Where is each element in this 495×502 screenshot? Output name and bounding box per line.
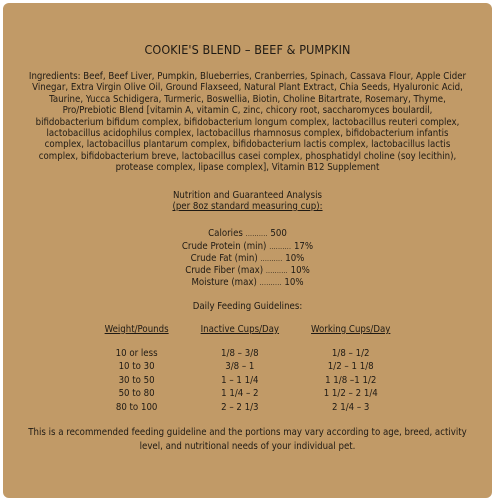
feeding-header-row	[89, 324, 407, 347]
nutrition-dots: ..........	[259, 279, 282, 288]
nutrition-subheading: (per 8oz standard measuring cup):	[172, 201, 323, 213]
working-cell: 1/8 – 1/2	[331, 347, 370, 359]
inactive-cell: 3/8 – 1	[225, 361, 255, 373]
inactive-cell: 1 1/4 – 2	[221, 388, 259, 400]
nutrition-value: 500	[270, 228, 287, 240]
table-row	[89, 360, 407, 374]
table-row	[89, 387, 407, 401]
column-header-inactive: Inactive Cups/Day	[200, 323, 280, 335]
nutrition-label: Calories	[208, 228, 243, 240]
inactive-cell: 1/8 – 3/8	[221, 347, 259, 359]
nutrition-value: 10%	[285, 252, 305, 264]
nutrition-label: Crude Fat (min)	[190, 252, 258, 264]
working-cell: 2 1/4 – 3	[332, 401, 370, 413]
nutrition-dots: ..........	[245, 230, 268, 239]
inactive-cell: 1 – 1 1/4	[221, 374, 259, 386]
feeding-disclaimer: This is a recommended feeding guideline and the portions may vary according to age, breed, activity level, and nutritional needs of your individual pet.	[28, 427, 467, 452]
weight-cell: 30 to 50	[118, 374, 155, 386]
nutrition-row	[3, 241, 492, 253]
weight-cell: 50 to 80	[118, 388, 155, 400]
nutrition-row	[3, 277, 492, 289]
working-cell: 1 1/8 –1 1/2	[325, 374, 377, 386]
feeding-heading: Daily Feeding Guidelines:	[192, 301, 303, 313]
nutrition-value: 10%	[284, 277, 304, 289]
product-title: COOKIE'S BLEND – BEEF & PUMPKIN	[144, 42, 351, 57]
nutrition-heading: Nutrition and Guaranteed Analysis	[172, 189, 323, 201]
ingredients-text: Ingredients: Beef, Beef Liver, Pumpkin, Blueberries, Cranberries, Spinach, Cassava Flour, Apple Cider Vinegar, Extra Virgin Olive Oil, Ground Flaxseed, Natural Plant Extract, Chia Seeds, Hyaluronic Acid, Taurine, Yucca Schidigera, Turmeric, Boswellia, Biotin, Choline Bitartrate, Rosemary, Thyme, Pro/Prebiotic Blend [vitamin A, vitamin C, zinc, chicory root, saccharomyces boulardil, bifidobacterium bifidum complex, bifidobacterium longum complex, lactobacillus reuteri complex, lactobacillus acidophilus complex, lactobacillus rhamnosus complex, bifidobacterium infantis complex, lactobacillus plantarum complex, bifidobacterium lactis complex, lactobacillus lactis complex, bifidobacterium breve, lactobacillus casei complex, phosphatidyl choline (soy lecithin), protease complex, lipase complex], Vitamin B12 Supplement	[28, 71, 467, 174]
column-header-working: Working Cups/Day	[311, 323, 391, 335]
table-row	[89, 401, 407, 415]
nutrition-row	[3, 228, 492, 240]
nutrition-dots: ..........	[265, 267, 288, 276]
feeding-table	[89, 324, 407, 415]
table-row	[89, 374, 407, 388]
nutrition-label: Crude Fiber (max)	[185, 265, 264, 277]
inactive-cell: 2 – 2 1/3	[221, 401, 259, 413]
nutrition-label: Crude Protein (min)	[181, 240, 267, 252]
working-cell: 1 1/2 – 2 1/4	[323, 388, 378, 400]
table-row	[89, 347, 407, 361]
nutrition-dots: ..........	[260, 254, 283, 263]
nutrition-row	[3, 253, 492, 265]
nutrition-value: 17%	[293, 240, 314, 252]
nutrition-dots: ..........	[269, 242, 292, 251]
nutrition-row	[3, 265, 492, 277]
working-cell: 1/2 – 1 1/8	[327, 361, 374, 373]
column-header-weight: Weight/Pounds	[104, 323, 169, 335]
nutrition-value: 10%	[290, 265, 310, 277]
product-label-card	[3, 3, 492, 498]
nutrition-list	[3, 228, 492, 289]
nutrition-label: Moisture (max)	[191, 277, 257, 289]
weight-cell: 10 or less	[115, 347, 158, 359]
weight-cell: 80 to 100	[115, 401, 158, 413]
weight-cell: 10 to 30	[118, 361, 155, 373]
